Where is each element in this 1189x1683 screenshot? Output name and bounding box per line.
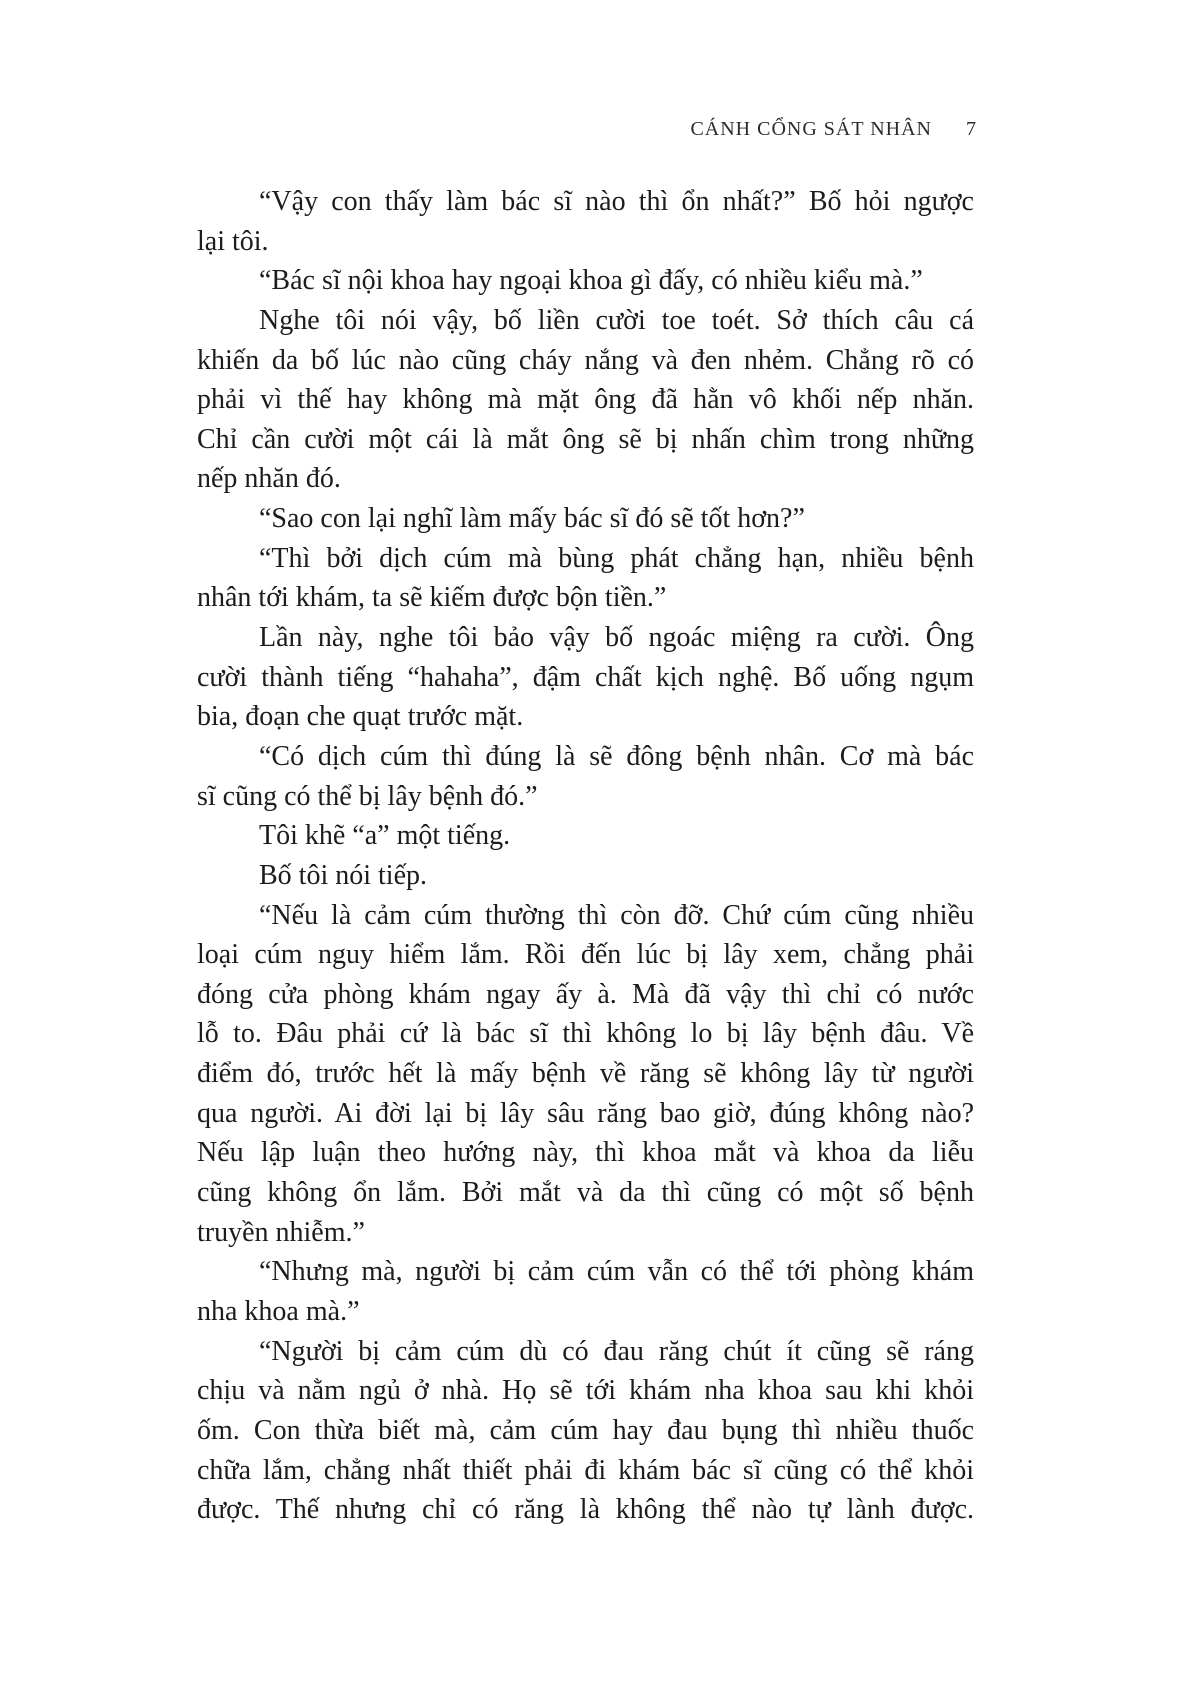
text-line: Nghe tôi nói vậy, bố liền cười toe toét. Sở thích câu cá <box>259 304 974 336</box>
text-line: “Thì bởi dịch cúm mà bùng phát chẳng hạn, nhiều bệnh <box>259 542 974 574</box>
text-line: bia, đoạn che quạt trước mặt. <box>197 701 524 733</box>
text-line: đóng cửa phòng khám ngay ấy à. Mà đã vậy thì chỉ có nước <box>197 978 974 1010</box>
running-title: CÁNH CỔNG SÁT NHÂN <box>690 118 932 140</box>
text-line: truyền nhiễm.” <box>197 1216 365 1248</box>
text-line: cười thành tiếng “hahaha”, đậm chất kịch nghệ. Bố uống ngụm <box>197 661 974 693</box>
text-line: phải vì thế hay không mà mặt ông đã hằn vô khối nếp nhăn. <box>197 384 974 416</box>
text-line: Lần này, nghe tôi bảo vậy bố ngoác miệng ra cười. Ông <box>259 622 974 654</box>
text-line: “Sao con lại nghĩ làm mấy bác sĩ đó sẽ tốt hơn?” <box>259 503 805 535</box>
text-line: Chỉ cần cười một cái là mắt ông sẽ bị nhấn chìm trong những <box>197 423 974 455</box>
text-line: “Bác sĩ nội khoa hay ngoại khoa gì đấy, có nhiều kiểu mà.” <box>259 265 923 297</box>
text-line: ốm. Con thừa biết mà, cảm cúm hay đau bụng thì nhiều thuốc <box>197 1414 974 1446</box>
text-line: chịu và nằm ngủ ở nhà. Họ sẽ tới khám nha khoa sau khi khỏi <box>197 1375 974 1407</box>
text-line: “Nếu là cảm cúm thường thì còn đỡ. Chứ cúm cũng nhiều <box>259 899 974 931</box>
text-line: cũng không ổn lắm. Bởi mắt và da thì cũng có một số bệnh <box>197 1177 974 1209</box>
text-line: Bố tôi nói tiếp. <box>259 859 427 891</box>
text-line: lại tôi. <box>197 225 269 257</box>
text-line: khiến da bố lúc nào cũng cháy nắng và đen nhẻm. Chẳng rõ có <box>197 344 974 376</box>
body-text <box>197 182 974 1530</box>
text-line: “Người bị cảm cúm dù có đau răng chút ít cũng sẽ ráng <box>259 1335 974 1367</box>
text-line: qua người. Ai đời lại bị lây sâu răng bao giờ, đúng không nào? <box>197 1097 974 1129</box>
text-line: nhân tới khám, ta sẽ kiếm được bộn tiền.” <box>197 582 667 614</box>
text-line: “Vậy con thấy làm bác sĩ nào thì ổn nhất?” Bố hỏi ngược <box>259 186 974 217</box>
text-line: “Nhưng mà, người bị cảm cúm vẫn có thể tới phòng khám <box>259 1256 974 1288</box>
text-line: “Có dịch cúm thì đúng là sẽ đông bệnh nhân. Cơ mà bác <box>259 740 974 772</box>
text-line: lỗ to. Đâu phải cứ là bác sĩ thì không lo bị lây bệnh đâu. Về <box>197 1018 974 1050</box>
running-header <box>690 118 976 141</box>
text-line: Tôi khẽ “a” một tiếng. <box>259 820 511 852</box>
text-line: nếp nhăn đó. <box>197 463 341 495</box>
text-line: chữa lắm, chẳng nhất thiết phải đi khám bác sĩ cũng có thể khỏi <box>197 1454 974 1486</box>
text-line: được. Thế nhưng chỉ có răng là không thể nào tự lành được. <box>197 1494 974 1526</box>
text-line: điểm đó, trước hết là mấy bệnh về răng sẽ không lây từ người <box>197 1058 974 1090</box>
text-line: loại cúm nguy hiểm lắm. Rồi đến lúc bị lây xem, chẳng phải <box>197 939 974 971</box>
page-number: 7 <box>966 118 976 140</box>
text-line: nha khoa mà.” <box>197 1295 360 1327</box>
text-line: sĩ cũng có thể bị lây bệnh đó.” <box>197 780 538 812</box>
text-line: Nếu lập luận theo hướng này, thì khoa mắt và khoa da liễu <box>197 1137 974 1169</box>
